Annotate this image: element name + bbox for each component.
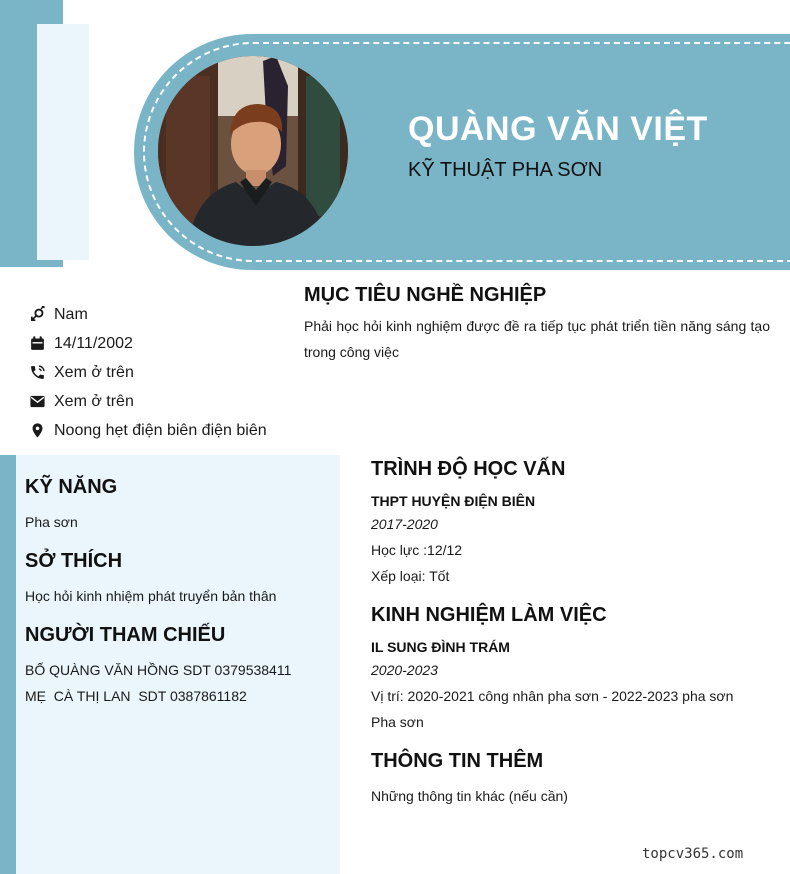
- additional-info-section: [371, 750, 771, 809]
- hobbies-section: [25, 550, 330, 609]
- reference-mother: MẸ CÀ THỊ LAN SDT 0387861182: [25, 688, 247, 704]
- contact-gender: [28, 300, 267, 329]
- left-column-content: [25, 476, 330, 724]
- skills-title: KỸ NĂNG: [25, 476, 118, 498]
- additional-info-title: THÔNG TIN THÊM: [371, 750, 544, 772]
- hobbies-item: Học hỏi kinh nhiệm phát truyển bản thân: [25, 588, 277, 604]
- skills-item: Pha sơn: [25, 514, 78, 530]
- gender-icon: [28, 306, 46, 324]
- job-title: KỸ THUẬT PHA SƠN: [408, 159, 603, 181]
- contact-birthdate: [28, 329, 267, 358]
- avatar-photo: [158, 56, 348, 246]
- phone-icon: [28, 364, 46, 382]
- education-period: 2017-2020: [371, 516, 438, 532]
- experience-period: 2020-2023: [371, 662, 438, 678]
- reference-father: BỐ QUÀNG VĂN HỒNG SDT 0379538411: [25, 662, 292, 678]
- references-section: [25, 624, 330, 709]
- experience-company: IL SUNG ĐÌNH TRÁM: [371, 639, 510, 655]
- calendar-icon: [28, 335, 46, 353]
- experience-title: KINH NGHIỆM LÀM VIỆC: [371, 604, 607, 626]
- contact-list: [28, 300, 267, 445]
- career-objective-section: [304, 284, 770, 365]
- email-text: Xem ở trên: [54, 392, 134, 410]
- education-title: TRÌNH ĐỘ HỌC VẤN: [371, 458, 566, 480]
- watermark: topcv365.com: [642, 846, 744, 862]
- email-icon: [28, 393, 46, 411]
- gender-text: Nam: [54, 305, 88, 323]
- experience-detail: Vị trí: 2020-2021 công nhân pha sơn - 2022-2023 pha sơn: [371, 688, 734, 704]
- hobbies-title: SỞ THÍCH: [25, 550, 123, 572]
- education-school: THPT HUYỆN ĐIỆN BIÊN: [371, 493, 536, 509]
- header-left-panel: [37, 24, 89, 260]
- education-section: [371, 458, 771, 589]
- address-text: Noong hẹt điện biên điện biên: [54, 421, 267, 439]
- phone-text: Xem ở trên: [54, 363, 134, 381]
- contact-email: [28, 387, 267, 416]
- education-detail: Học lực :12/12: [371, 542, 463, 558]
- left-column-accent-strip: [0, 455, 16, 874]
- contact-phone: [28, 358, 267, 387]
- location-icon: [28, 422, 46, 440]
- career-objective-text: Phải học hỏi kinh nghiệm được đề ra tiếp tục phát triển tiền năng sáng tạo trong công việc: [304, 318, 770, 360]
- education-detail: Xếp loại: Tốt: [371, 568, 450, 584]
- birthdate-text: 14/11/2002: [54, 334, 133, 352]
- experience-section: [371, 604, 771, 735]
- avatar: [158, 56, 348, 246]
- experience-detail: Pha sơn: [371, 714, 424, 730]
- skills-section: [25, 476, 330, 535]
- candidate-name: QUÀNG VĂN VIỆT: [408, 110, 708, 148]
- career-objective-title: MỤC TIÊU NGHỀ NGHIỆP: [304, 284, 547, 306]
- right-column-content: [371, 458, 771, 824]
- contact-address: [28, 416, 267, 445]
- additional-info-text: Những thông tin khác (nếu cần): [371, 788, 568, 804]
- references-title: NGƯỜI THAM CHIẾU: [25, 624, 226, 646]
